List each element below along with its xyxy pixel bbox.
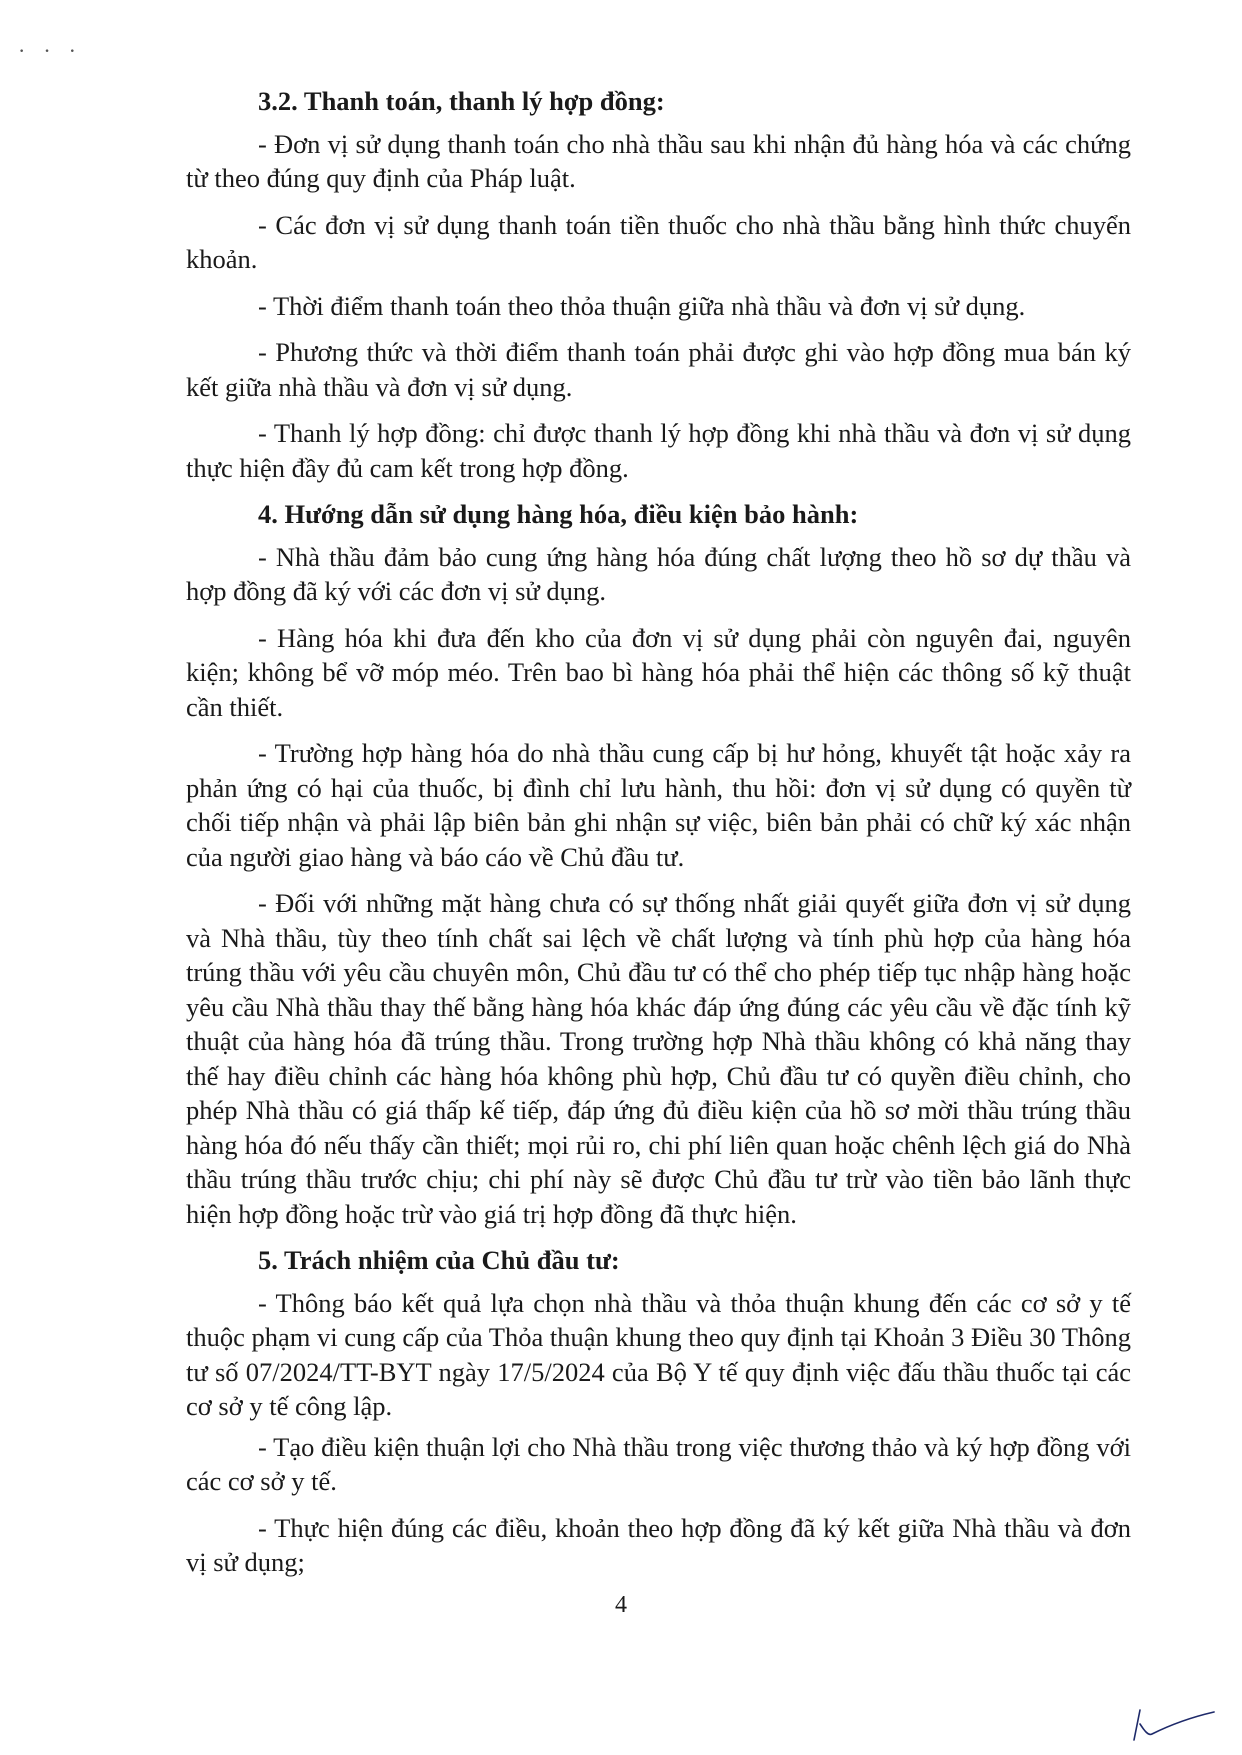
section-5 xyxy=(186,1243,1131,1580)
page-number: 4 xyxy=(615,1592,627,1618)
section-4 xyxy=(186,497,1131,1231)
paragraph: - Thực hiện đúng các điều, khoản theo hợp đồng đã ký kết giữa Nhà thầu và đơn vị sử dụng; xyxy=(186,1512,1131,1577)
paragraph: - Đối với những mặt hàng chưa có sự thống nhất giải quyết giữa đơn vị sử dụng và Nhà thầu, tùy theo tính chất sai lệch về chất lượng và tính phù hợp của hàng hóa trúng thầu với yêu cầu chuyên môn, Chủ đầu tư có thể cho phép tiếp tục nhập hàng hoặc yêu cầu Nhà thầu thay thế bằng hàng hóa khác đáp ứng đúng các yêu cầu về đặc tính kỹ thuật của hàng hóa đã trúng thầu. Trong trường hợp Nhà thầu không có khả năng thay thế hay điều chỉnh các hàng hóa không phù hợp, Chủ đầu tư có quyền điều chỉnh, cho phép Nhà thầu có giá thấp kế tiếp, đáp ứng đủ điều kiện của hồ sơ mời thầu trúng thầu hàng hóa đó nếu thấy cần thiết; mọi rủi ro, chi phí liên quan hoặc chênh lệch giá do Nhà thầu trúng thầu trước chịu; chi phí này sẽ được Chủ đầu tư trừ vào tiền bảo lãnh thực hiện hợp đồng hoặc trừ vào giá trị hợp đồng đã thực hiện. xyxy=(186,888,1131,1229)
section-heading: 3.2. Thanh toán, thanh lý hợp đồng: xyxy=(258,86,665,116)
paragraph: - Các đơn vị sử dụng thanh toán tiền thuốc cho nhà thầu bằng hình thức chuyển khoản. xyxy=(186,209,1131,274)
initial-signature-icon xyxy=(1128,1700,1218,1745)
scan-dots: ··· xyxy=(18,38,94,63)
paragraph: - Trường hợp hàng hóa do nhà thầu cung cấp bị hư hỏng, khuyết tật hoặc xảy ra phản ứng có hại của thuốc, bị đình chỉ lưu hành, thu hồi: đơn vị sử dụng có quyền từ chối tiếp nhận và phải lập biên bản ghi nhận sự việc, biên bản phải có chữ ký xác nhận của người giao hàng và báo cáo về Chủ đầu tư. xyxy=(186,738,1131,872)
paragraph: - Nhà thầu đảm bảo cung ứng hàng hóa đúng chất lượng theo hồ sơ dự thầu và hợp đồng đã ký với các đơn vị sử dụng. xyxy=(186,541,1131,606)
section-3-2 xyxy=(186,84,1131,485)
paragraph: - Thanh lý hợp đồng: chỉ được thanh lý hợp đồng khi nhà thầu và đơn vị sử dụng thực hiện đầy đủ cam kết trong hợp đồng. xyxy=(186,418,1131,483)
section-heading: 4. Hướng dẫn sử dụng hàng hóa, điều kiện bảo hành: xyxy=(258,499,859,529)
section-heading: 5. Trách nhiệm của Chủ đầu tư: xyxy=(258,1245,620,1275)
paragraph: - Thời điểm thanh toán theo thỏa thuận giữa nhà thầu và đơn vị sử dụng. xyxy=(258,290,1026,321)
paragraph: - Tạo điều kiện thuận lợi cho Nhà thầu trong việc thương thảo và ký hợp đồng với các cơ sở y tế. xyxy=(186,1431,1131,1496)
paragraph: - Hàng hóa khi đưa đến kho của đơn vị sử dụng phải còn nguyên đai, nguyên kiện; không bể vỡ móp méo. Trên bao bì hàng hóa phải thể hiện các thông số kỹ thuật cần thiết. xyxy=(186,622,1131,722)
paragraph: - Phương thức và thời điểm thanh toán phải được ghi vào hợp đồng mua bán ký kết giữa nhà thầu và đơn vị sử dụng. xyxy=(186,337,1131,402)
paragraph: - Thông báo kết quả lựa chọn nhà thầu và thỏa thuận khung đến các cơ sở y tế thuộc phạm vi cung cấp của Thỏa thuận khung theo quy định tại Khoản 3 Điều 30 Thông tư số 07/2024/TT-BYT ngày 17/5/2024 của Bộ Y tế quy định việc đấu thầu thuốc tại các cơ sở y tế công lập. xyxy=(186,1287,1131,1421)
paragraph: - Đơn vị sử dụng thanh toán cho nhà thầu sau khi nhận đủ hàng hóa và các chứng từ theo đúng quy định của Pháp luật. xyxy=(186,128,1131,193)
document-body xyxy=(186,84,1131,1592)
